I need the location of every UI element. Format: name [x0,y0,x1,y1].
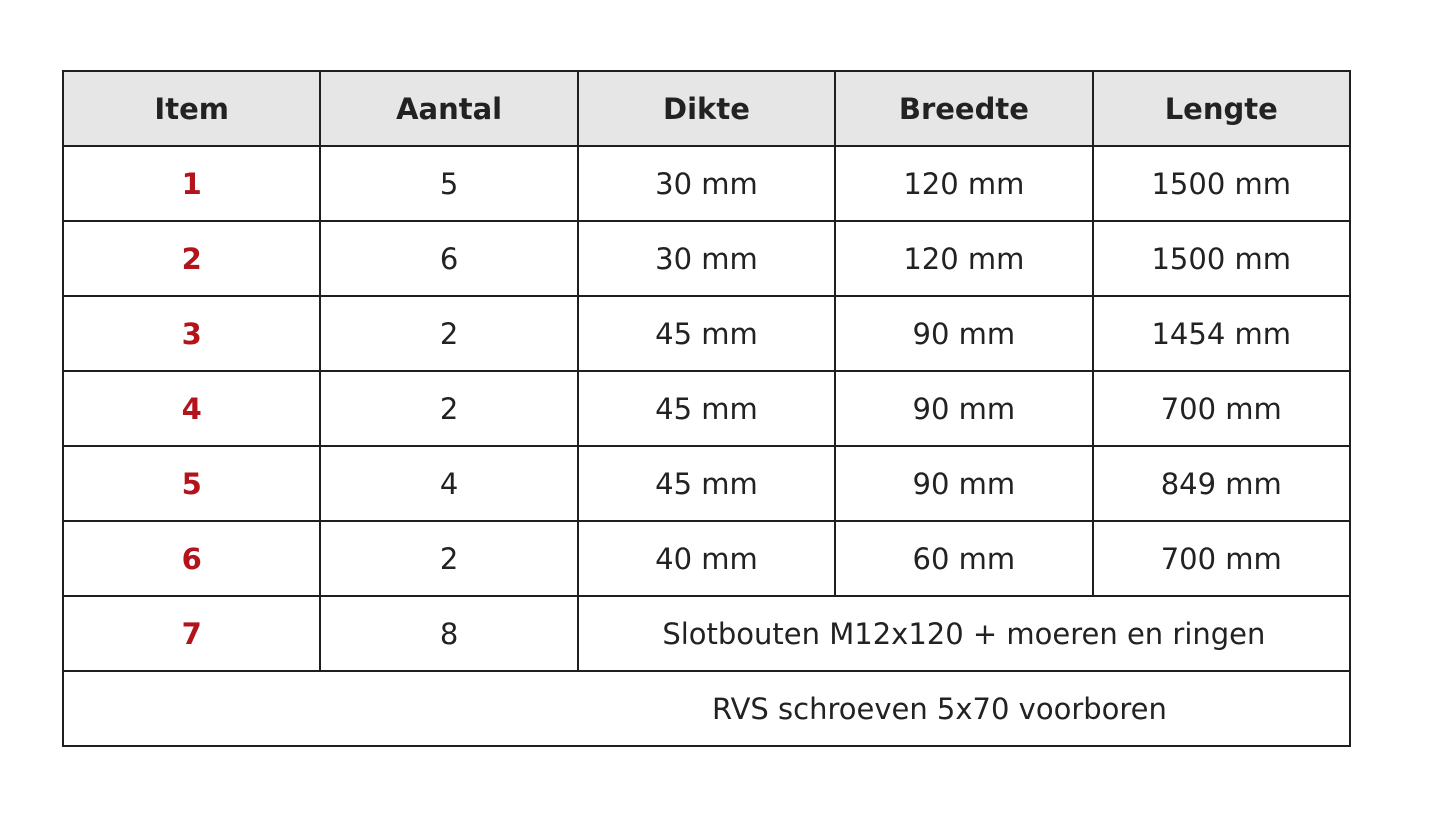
table-header [63,71,1350,146]
dikte-cell: 40 mm [578,521,835,596]
header-lengte: Lengte [1093,71,1350,146]
aantal-cell: 2 [320,371,577,446]
lengte-cell: 1454 mm [1093,296,1350,371]
header-row [63,71,1350,146]
lengte-cell: 1500 mm [1093,221,1350,296]
dikte-cell: 45 mm [578,296,835,371]
footer-row [63,671,1350,746]
aantal-cell: 4 [320,446,577,521]
item-number: 2 [63,221,320,296]
header-breedte: Breedte [835,71,1092,146]
table-row [63,146,1350,221]
item-number: 6 [63,521,320,596]
hardware-description: Slotbouten M12x120 + moeren en ringen [578,596,1350,671]
header-dikte: Dikte [578,71,835,146]
parts-table [62,70,1351,747]
breedte-cell: 90 mm [835,446,1092,521]
footer-note: RVS schroeven 5x70 voorboren [63,671,1350,746]
aantal-cell: 8 [320,596,577,671]
item-number: 7 [63,596,320,671]
table-body [63,146,1350,746]
item-number: 1 [63,146,320,221]
lengte-cell: 700 mm [1093,521,1350,596]
table-row [63,446,1350,521]
lengte-cell: 1500 mm [1093,146,1350,221]
table-row [63,371,1350,446]
breedte-cell: 60 mm [835,521,1092,596]
item-number: 4 [63,371,320,446]
breedte-cell: 120 mm [835,146,1092,221]
aantal-cell: 6 [320,221,577,296]
dikte-cell: 45 mm [578,446,835,521]
header-aantal: Aantal [320,71,577,146]
aantal-cell: 5 [320,146,577,221]
hardware-row [63,596,1350,671]
aantal-cell: 2 [320,521,577,596]
dikte-cell: 30 mm [578,146,835,221]
dikte-cell: 45 mm [578,371,835,446]
lengte-cell: 700 mm [1093,371,1350,446]
table-row [63,296,1350,371]
header-item: Item [63,71,320,146]
item-number: 3 [63,296,320,371]
lengte-cell: 849 mm [1093,446,1350,521]
dikte-cell: 30 mm [578,221,835,296]
table-row [63,221,1350,296]
table-row [63,521,1350,596]
breedte-cell: 90 mm [835,371,1092,446]
item-number: 5 [63,446,320,521]
aantal-cell: 2 [320,296,577,371]
breedte-cell: 90 mm [835,296,1092,371]
breedte-cell: 120 mm [835,221,1092,296]
